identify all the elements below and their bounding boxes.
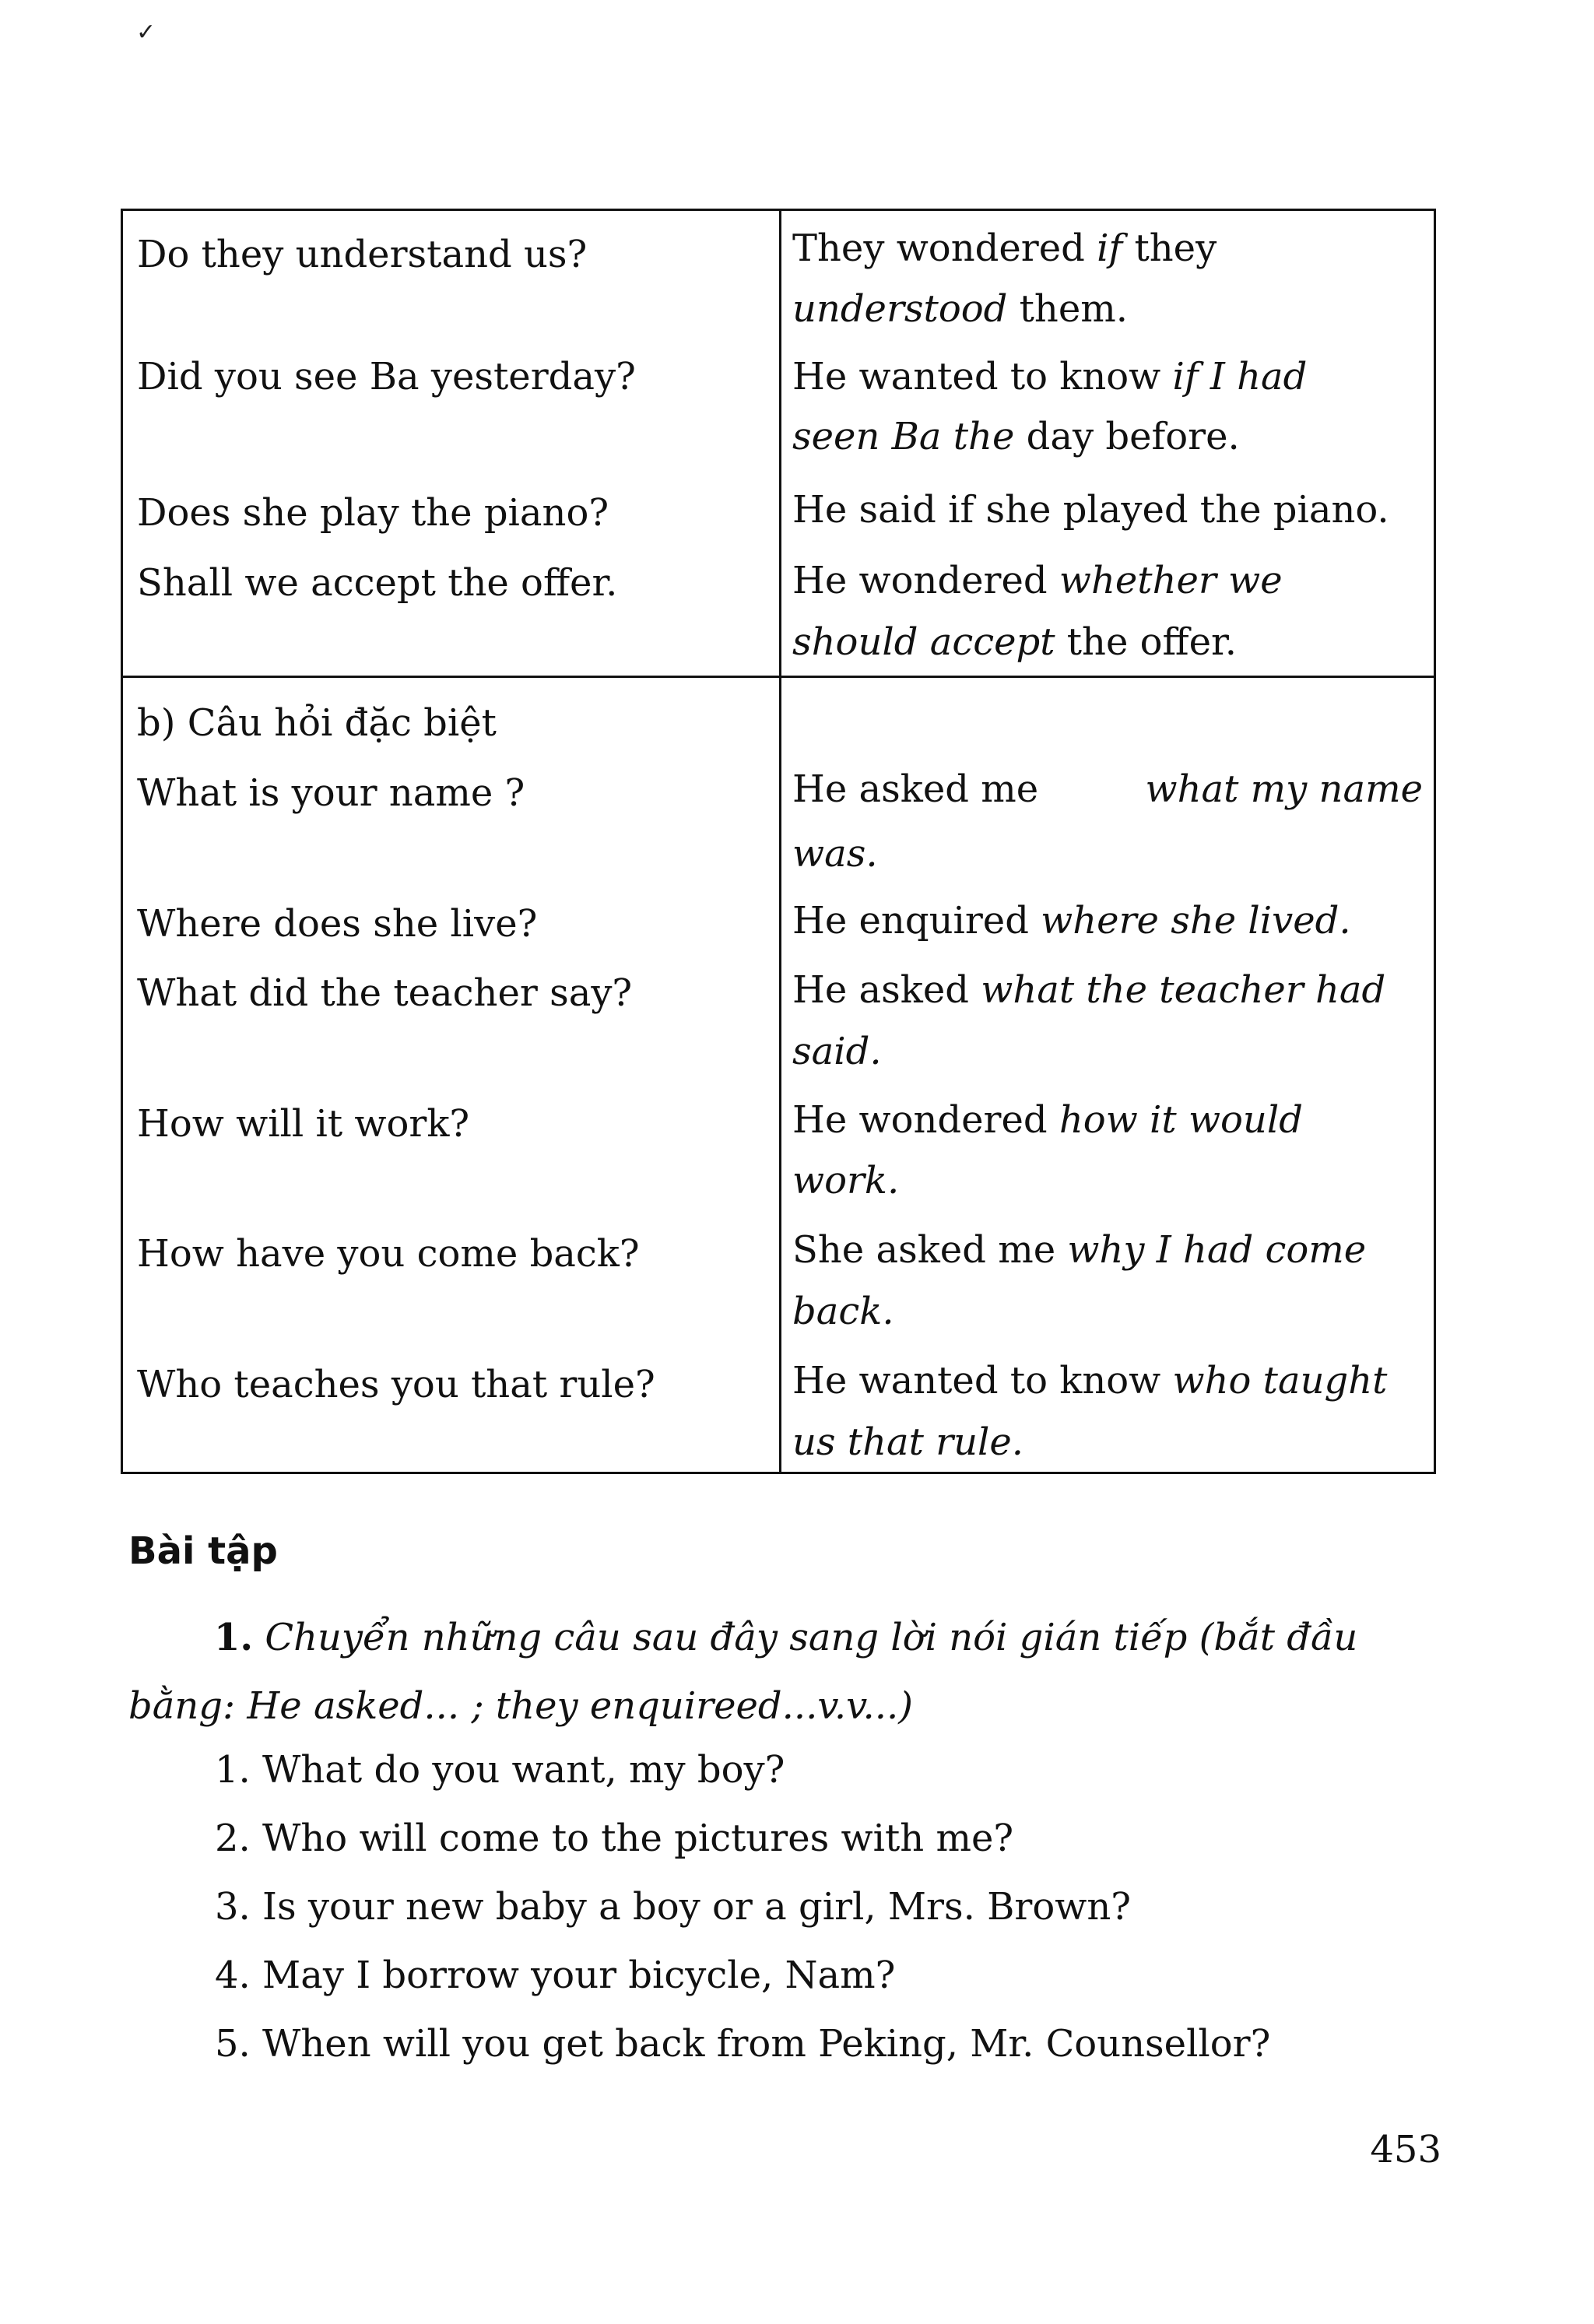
direct-question: Where does she live? [137,902,538,946]
exercise-item: 5. When will you get back from Peking, Mr. Counsellor? [215,2022,1271,2066]
direct-question: Did you see Ba yesterday? [137,355,636,398]
reported-question-line: said. [792,1030,882,1073]
reported-question-line: seen Ba the day before. [792,415,1240,458]
reported-question-line: She asked me why I had come [792,1228,1367,1272]
reported-question-line: should accept the offer. [792,620,1237,664]
reported-question-line: work. [792,1159,900,1202]
reported-question-line: He wondered whether we [792,559,1283,602]
column-divider [779,678,781,1472]
reported-question-line: He asked me what my name [792,767,1423,811]
yes-no-questions-table [121,209,1436,678]
exercise-item: 1. What do you want, my boy? [215,1748,785,1792]
direct-question: How will it work? [137,1102,470,1146]
reported-question-line: He asked what the teacher had [792,968,1386,1012]
exercise-item: 4. May I borrow your bicycle, Nam? [215,1954,896,1997]
reported-question-line: was. [792,832,878,876]
wh-questions-table [121,676,1436,1474]
reported-question-line: us that rule. [792,1420,1024,1464]
instruction-text: Chuyển những câu sau đây sang lời nói gián tiếp (bắt đầu bằng: He asked... ; they enquireed...v.v...) [128,1616,1358,1728]
exercise-instruction [128,1603,1440,1740]
exercise-number: 1. [214,1616,254,1659]
reported-question-line: He wanted to know who taught [792,1359,1388,1402]
reported-question-line: He enquired where she lived. [792,899,1351,943]
exercise-item: 2. Who will come to the pictures with me? [215,1817,1014,1860]
reported-question-line: They wondered if they [792,226,1217,270]
direct-question: Who teaches you that rule? [137,1363,655,1406]
column-divider [779,211,781,676]
reported-question-line: He wondered how it would [792,1098,1303,1142]
direct-question: What is your name ? [137,771,525,815]
direct-question: Shall we accept the offer. [137,561,618,605]
page-number: 453 [1370,2128,1441,2171]
reported-question-line: back. [792,1290,894,1333]
reported-question-line: understood them. [792,287,1128,331]
reported-question-line: He said if she played the piano. [792,488,1389,532]
pencil-check-mark: ✓ [136,19,156,46]
table-section-header: b) Câu hỏi đặc biệt [137,701,497,745]
exercise-heading: Bài tập [128,1529,278,1573]
direct-question: Do they understand us? [137,233,588,276]
exercise-item: 3. Is your new baby a boy or a girl, Mrs. Brown? [215,1885,1131,1929]
reported-question-line: He wanted to know if I had [792,355,1308,398]
direct-question: Does she play the piano? [137,491,609,535]
direct-question: What did the teacher say? [137,971,633,1015]
direct-question: How have you come back? [137,1232,640,1276]
